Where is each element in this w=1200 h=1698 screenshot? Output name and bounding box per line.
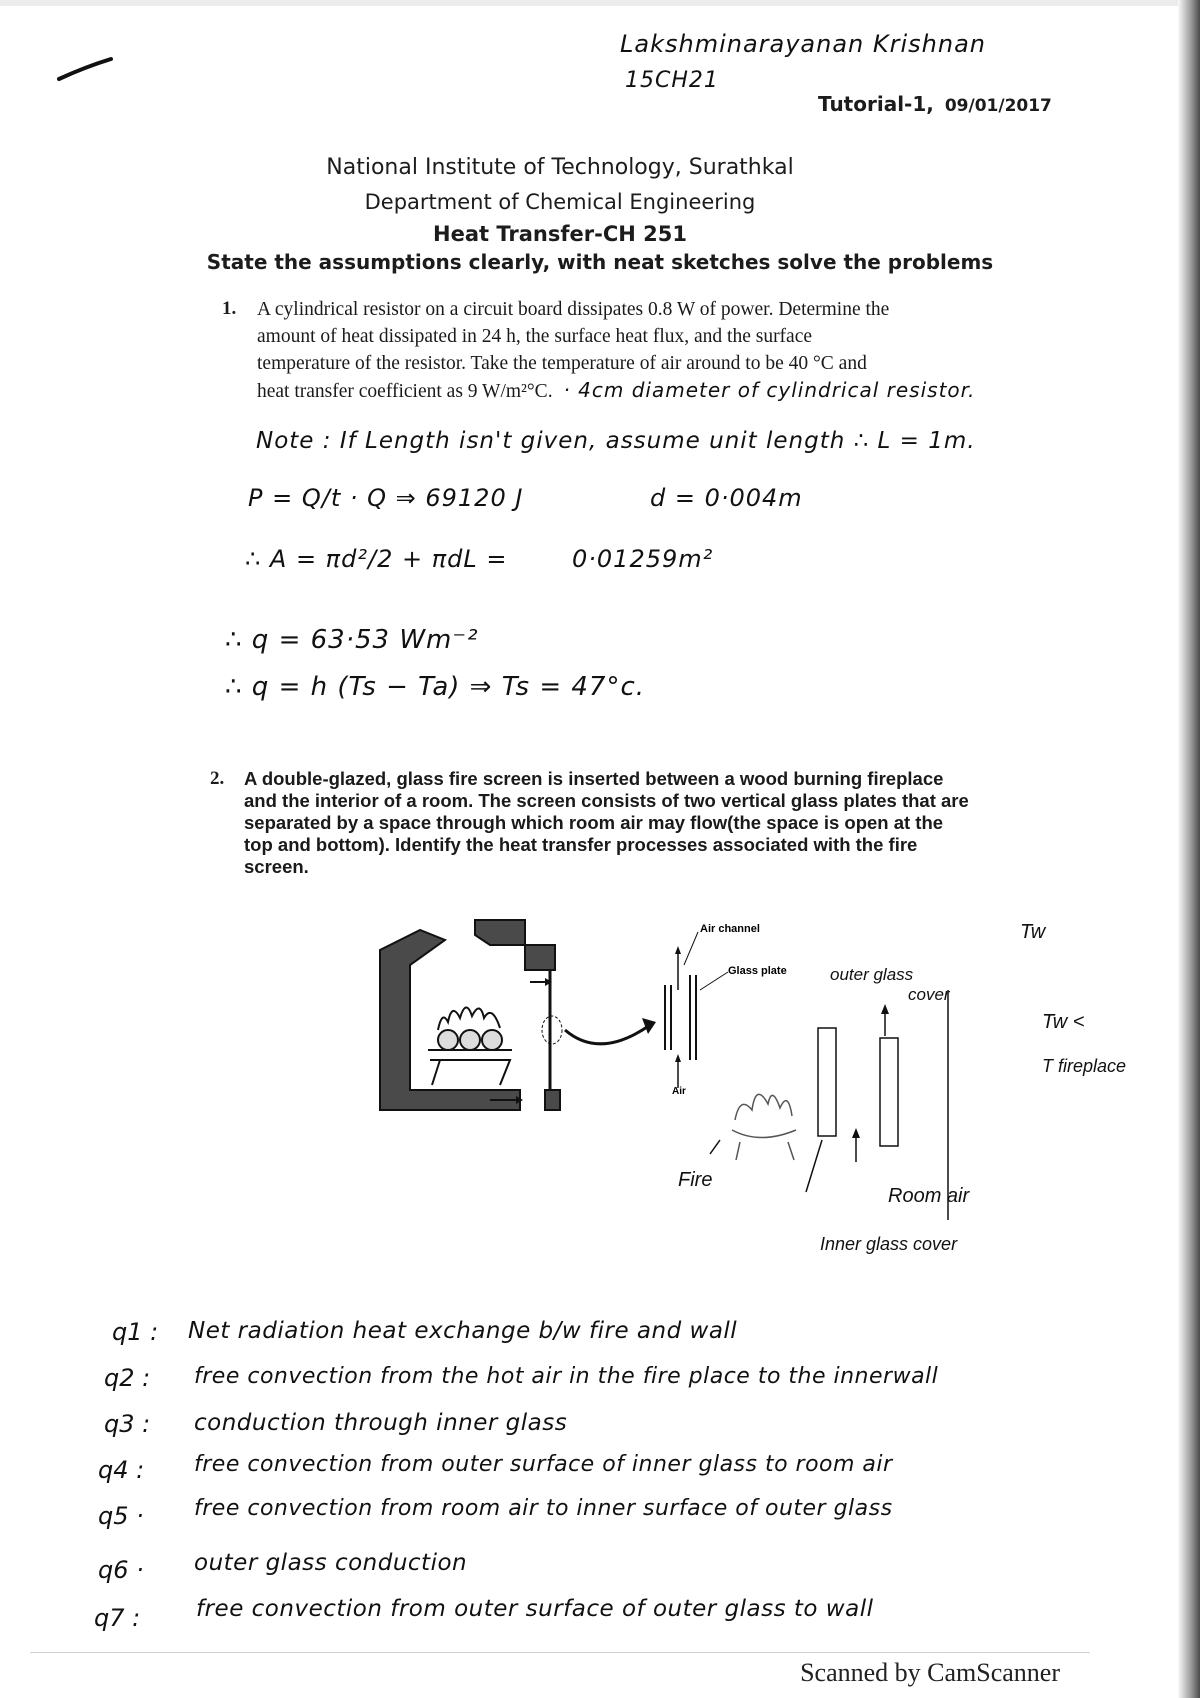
q2-text (244, 768, 1034, 878)
answer-text: free convection from outer surface of inner glass to room air (194, 1452, 893, 1477)
inner-glass-sketch (818, 1028, 836, 1136)
tutorial-date: 09/01/2017 (944, 96, 1052, 116)
answer-label: q6 · (98, 1556, 144, 1584)
q2-line-3: separated by a space through which room air may flow(the space is open at the (244, 812, 944, 833)
log-icon (438, 1030, 458, 1050)
zoom-arrow (565, 1025, 650, 1044)
t-fireplace-label: T fireplace (1042, 1056, 1127, 1076)
q2-line-4: top and bottom). Identify the heat transfer processes associated with the fire (244, 834, 918, 855)
fireplace-chimney (475, 920, 555, 970)
q1-line-4-row (257, 377, 1052, 405)
q2-line-2: and the interior of a room. The screen consists of two vertical glass plates that are (244, 790, 969, 811)
q1-line-3: temperature of the resistor. Take the temperature of air around to be 40 °C and (257, 353, 867, 374)
answer-text: free convection from room air to inner surface of outer glass (194, 1496, 893, 1521)
log-icon (460, 1030, 480, 1050)
inner-glass-label: Inner glass cover (820, 1234, 958, 1254)
department-name: Department of Chemical Engineering (364, 190, 756, 214)
answer-text: Net radiation heat exchange b/w fire and wall (188, 1318, 738, 1344)
footer-divider (30, 1652, 1090, 1653)
fire-label: Fire (678, 1169, 713, 1191)
course-title: Heat Transfer-CH 251 (433, 222, 687, 246)
scanner-watermark: Scanned by CamScanner (800, 1658, 1060, 1687)
tutorial-title: Tutorial-1, (818, 92, 934, 116)
outer-glass-label: outer glass (830, 965, 914, 984)
student-name: Lakshminarayanan Krishnan (620, 30, 987, 58)
q1-number: 1. (222, 298, 237, 319)
answer-text: conduction through inner glass (194, 1410, 568, 1436)
log-icon (482, 1030, 502, 1050)
answer-text: free convection from outer surface of outer glass to wall (196, 1596, 874, 1622)
pen-stroke-mark (55, 55, 115, 85)
fire-sketch (732, 1094, 796, 1160)
scan-right-edge (1178, 0, 1200, 1698)
air-label: Air (672, 1086, 686, 1097)
q1-text (257, 296, 1052, 405)
q2-number: 2. (210, 768, 225, 789)
q2-line-1: A double-glazed, glass fire screen is inserted between a wood burning fireplace (244, 768, 944, 789)
room-air-label: Room air (888, 1185, 970, 1207)
q1-line-4: heat transfer coefficient as 9 W/m²°C. (257, 381, 553, 402)
answer-text: outer glass conduction (194, 1550, 468, 1576)
fireplace-wall (380, 930, 520, 1110)
answer-label: q4 : (98, 1456, 145, 1484)
fireplace-right-pillar (545, 1090, 560, 1110)
cover-label: cover (908, 985, 950, 1004)
answer-label: q7 : (94, 1604, 141, 1632)
flame-icon (438, 1007, 500, 1030)
glass-plate-label: Glass plate (728, 965, 787, 977)
q1-eq1-lhs: P = Q/t · Q ⇒ 69120 J (248, 484, 524, 512)
q2-line-5: screen. (244, 856, 309, 877)
q1-handwritten-diameter: · 4cm diameter of cylindrical resistor. (563, 378, 976, 402)
fire-grate (428, 1050, 512, 1085)
tw-label: Tw (1020, 921, 1046, 943)
tutorial-label (818, 92, 1052, 116)
answer-label: q2 : (104, 1364, 151, 1392)
roll-number: 15CH21 (625, 68, 719, 93)
air-channel-label: Air channel (700, 923, 760, 935)
q1-line-1: A cylindrical resistor on a circuit board dissipates 0.8 W of power. Determine the (257, 299, 890, 320)
q1-eq4: ∴ q = h (Ts − Ta) ⇒ Ts = 47°c. (225, 672, 646, 702)
answer-text: free convection from the hot air in the fire place to the innerwall (194, 1364, 939, 1389)
institute-name: National Institute of Technology, Surathkal (326, 155, 794, 180)
answer-label: q5 · (98, 1502, 144, 1530)
q1-line-2: amount of heat dissipated in 24 h, the surface heat flux, and the surface (257, 326, 813, 347)
outer-glass-sketch (880, 1038, 898, 1146)
q1-eq1-rhs: d = 0·004m (650, 484, 803, 512)
answer-label: q3 : (104, 1410, 151, 1438)
answer-label: q1 : (112, 1318, 159, 1346)
q1-eq3: ∴ q = 63·53 Wm⁻² (225, 625, 479, 655)
instruction-line: State the assumptions clearly, with neat sketches solve the problems (206, 250, 994, 274)
zoom-circle (542, 1016, 562, 1044)
fire-screen-figure (360, 910, 1160, 1280)
scan-top-edge (0, 0, 1200, 6)
q1-eq2-lhs: ∴ A = πd²/2 + πdL = (245, 545, 508, 573)
q1-note: Note : If Length isn't given, assume unit length ∴ L = 1m. (256, 428, 976, 454)
q1-eq2-rhs: 0·01259m² (572, 545, 714, 573)
tw-less-label: Tw < (1042, 1011, 1085, 1033)
